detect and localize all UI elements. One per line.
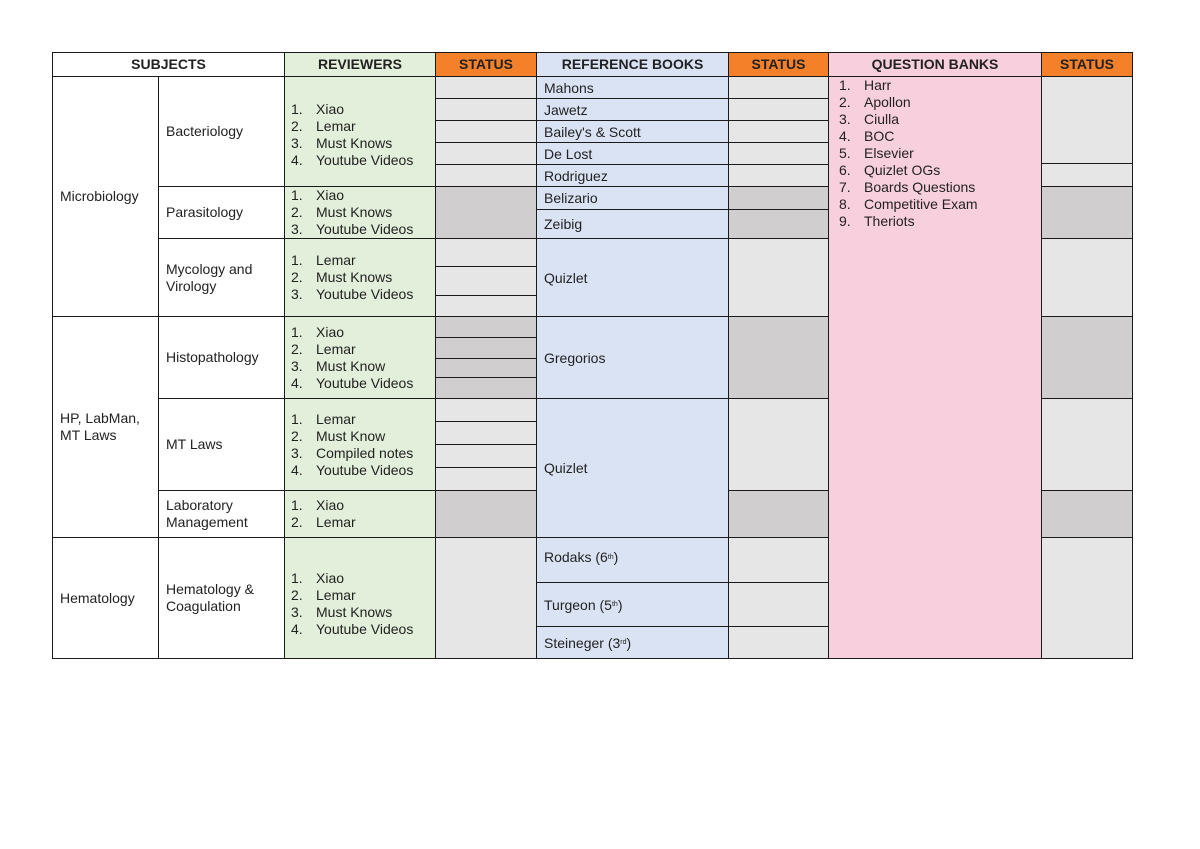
status-cell[interactable] bbox=[728, 98, 829, 121]
status-cell[interactable] bbox=[1041, 238, 1133, 317]
topic-laboratory-management bbox=[158, 490, 285, 538]
topic-label: Laboratory Management bbox=[166, 497, 248, 530]
status-cell[interactable] bbox=[435, 444, 537, 468]
status-cell[interactable] bbox=[1041, 186, 1133, 239]
list-item: 3. Must Know bbox=[291, 357, 386, 374]
list-item: 1. Xiao bbox=[291, 323, 345, 340]
subject-label: Microbiology bbox=[60, 188, 139, 204]
status-cell[interactable] bbox=[1041, 316, 1133, 399]
reviewers-laboratory-management bbox=[284, 490, 436, 538]
list-item: 2. Must Know bbox=[291, 427, 386, 444]
header-question-banks: QUESTION BANKS bbox=[828, 52, 1042, 77]
reviewers-bacteriology bbox=[284, 76, 436, 187]
list-item: 1. Lemar bbox=[291, 410, 356, 427]
reference-book: Zeibig bbox=[536, 209, 729, 239]
header-subjects: SUBJECTS bbox=[52, 52, 285, 77]
status-cell[interactable] bbox=[435, 337, 537, 359]
status-cell[interactable] bbox=[1041, 398, 1133, 491]
topic-label: Histopathology bbox=[166, 349, 259, 365]
header-status-question-banks: STATUS bbox=[1041, 52, 1133, 77]
status-cell[interactable] bbox=[435, 238, 537, 267]
subject-hematology bbox=[52, 537, 159, 659]
list-item: 2. Lemar bbox=[291, 514, 356, 530]
status-cell[interactable] bbox=[435, 142, 537, 165]
status-cell[interactable] bbox=[435, 295, 537, 317]
reference-book: Jawetz bbox=[536, 98, 729, 121]
topic-bacteriology bbox=[158, 76, 285, 187]
list-item: 4. BOC bbox=[839, 128, 895, 144]
subject-hp-labman-mt-laws bbox=[52, 316, 159, 538]
reference-book: Bailey's & Scott bbox=[536, 120, 729, 143]
list-item: 9. Theriots bbox=[839, 213, 915, 229]
list-item: 3. Compiled notes bbox=[291, 444, 414, 461]
status-cell[interactable] bbox=[728, 490, 829, 538]
status-cell[interactable] bbox=[435, 358, 537, 378]
topic-label: Bacteriology bbox=[166, 123, 244, 139]
list-item: 7. Boards Questions bbox=[839, 179, 976, 195]
reference-book: De Lost bbox=[536, 142, 729, 165]
status-cell[interactable] bbox=[435, 76, 537, 99]
status-cell[interactable] bbox=[728, 626, 829, 659]
reference-book: Steineger (3 rd ) bbox=[536, 626, 729, 659]
list-item: 3. Youtube Videos bbox=[291, 286, 414, 302]
list-item: 1. Xiao bbox=[291, 497, 345, 513]
status-cell[interactable] bbox=[1041, 490, 1133, 538]
list-item: 4. Youtube Videos bbox=[291, 151, 414, 168]
list-item: 1. Xiao bbox=[291, 570, 345, 586]
header-reviewers: REVIEWERS bbox=[284, 52, 436, 77]
status-cell[interactable] bbox=[728, 120, 829, 143]
topic-label: Hematology & Coagulation bbox=[166, 581, 254, 614]
list-item: 2. Lemar bbox=[291, 340, 356, 357]
status-cell[interactable] bbox=[1041, 537, 1133, 659]
header-status-reviewers: STATUS bbox=[435, 52, 537, 77]
status-cell[interactable] bbox=[435, 266, 537, 296]
status-cell[interactable] bbox=[435, 164, 537, 187]
topic-label: Mycology and Virology bbox=[166, 260, 253, 294]
reviewers-mt-laws bbox=[284, 398, 436, 491]
status-cell[interactable] bbox=[435, 316, 537, 338]
list-item: 1. Harr bbox=[839, 77, 892, 93]
subject-label: HP, LabMan, MT Laws bbox=[60, 410, 140, 443]
topic-mycology-virology bbox=[158, 238, 285, 317]
status-cell[interactable] bbox=[435, 421, 537, 445]
status-cell[interactable] bbox=[435, 186, 537, 239]
topic-histopathology bbox=[158, 316, 285, 399]
reference-book: Mahons bbox=[536, 76, 729, 99]
status-cell[interactable] bbox=[728, 398, 829, 491]
status-cell[interactable] bbox=[728, 164, 829, 187]
topic-label: Parasitology bbox=[166, 204, 244, 220]
status-cell[interactable] bbox=[728, 537, 829, 583]
status-cell[interactable] bbox=[1041, 163, 1133, 187]
topic-parasitology bbox=[158, 186, 285, 239]
list-item: 3. Youtube Videos bbox=[291, 221, 414, 237]
status-cell[interactable] bbox=[728, 209, 829, 239]
status-cell[interactable] bbox=[435, 398, 537, 422]
topic-hematology-coagulation bbox=[158, 537, 285, 659]
reviewers-parasitology bbox=[284, 186, 436, 239]
status-cell[interactable] bbox=[435, 98, 537, 121]
list-item: 3. Ciulla bbox=[839, 111, 900, 127]
list-item: 2. Must Knows bbox=[291, 269, 393, 285]
header-status-references: STATUS bbox=[728, 52, 829, 77]
status-cell[interactable] bbox=[728, 238, 829, 317]
subject-label: Hematology bbox=[60, 589, 135, 606]
header-reference-books: REFERENCE BOOKS bbox=[536, 52, 729, 77]
list-item: 1. Xiao bbox=[291, 187, 345, 203]
list-item: 5. Elsevier bbox=[839, 145, 914, 161]
status-cell[interactable] bbox=[435, 467, 537, 491]
reference-book: Turgeon (5 th ) bbox=[536, 582, 729, 627]
status-cell[interactable] bbox=[728, 582, 829, 627]
question-banks-list bbox=[828, 76, 1042, 659]
list-item: 4. Youtube Videos bbox=[291, 374, 414, 391]
status-cell[interactable] bbox=[435, 120, 537, 143]
list-item: 2. Lemar bbox=[291, 117, 356, 134]
topic-mt-laws bbox=[158, 398, 285, 491]
reference-book: Rodaks (6 th ) bbox=[536, 537, 729, 583]
list-item: 2. Lemar bbox=[291, 587, 356, 603]
status-cell[interactable] bbox=[435, 377, 537, 399]
list-item: 4. Youtube Videos bbox=[291, 621, 414, 637]
reviewers-hematology-coagulation bbox=[284, 537, 436, 659]
reference-book: Quizlet bbox=[536, 238, 729, 317]
status-cell[interactable] bbox=[728, 186, 829, 210]
reference-book: Rodriguez bbox=[536, 164, 729, 187]
status-cell[interactable] bbox=[728, 142, 829, 165]
topic-label: MT Laws bbox=[166, 436, 223, 452]
reference-book: Quizlet bbox=[536, 398, 729, 538]
list-item: 1. Lemar bbox=[291, 252, 356, 268]
list-item: 3. Must Knows bbox=[291, 134, 393, 151]
reviewers-histopathology bbox=[284, 316, 436, 399]
list-item: 2. Must Knows bbox=[291, 204, 393, 220]
list-item: 3. Must Knows bbox=[291, 604, 393, 620]
list-item: 4. Youtube Videos bbox=[291, 461, 414, 478]
list-item: 2. Apollon bbox=[839, 94, 911, 110]
reference-book: Gregorios bbox=[536, 316, 729, 399]
status-cell[interactable] bbox=[728, 76, 829, 99]
status-cell[interactable] bbox=[728, 316, 829, 399]
reviewers-mycology-virology bbox=[284, 238, 436, 317]
reference-book: Belizario bbox=[536, 186, 729, 210]
list-item: 6. Quizlet OGs bbox=[839, 162, 941, 178]
list-item: 1. Xiao bbox=[291, 100, 345, 117]
status-cell[interactable] bbox=[435, 490, 537, 538]
status-cell[interactable] bbox=[1041, 76, 1133, 164]
list-item: 8. Competitive Exam bbox=[839, 196, 978, 212]
status-cell[interactable] bbox=[435, 537, 537, 659]
subject-microbiology bbox=[52, 76, 159, 317]
